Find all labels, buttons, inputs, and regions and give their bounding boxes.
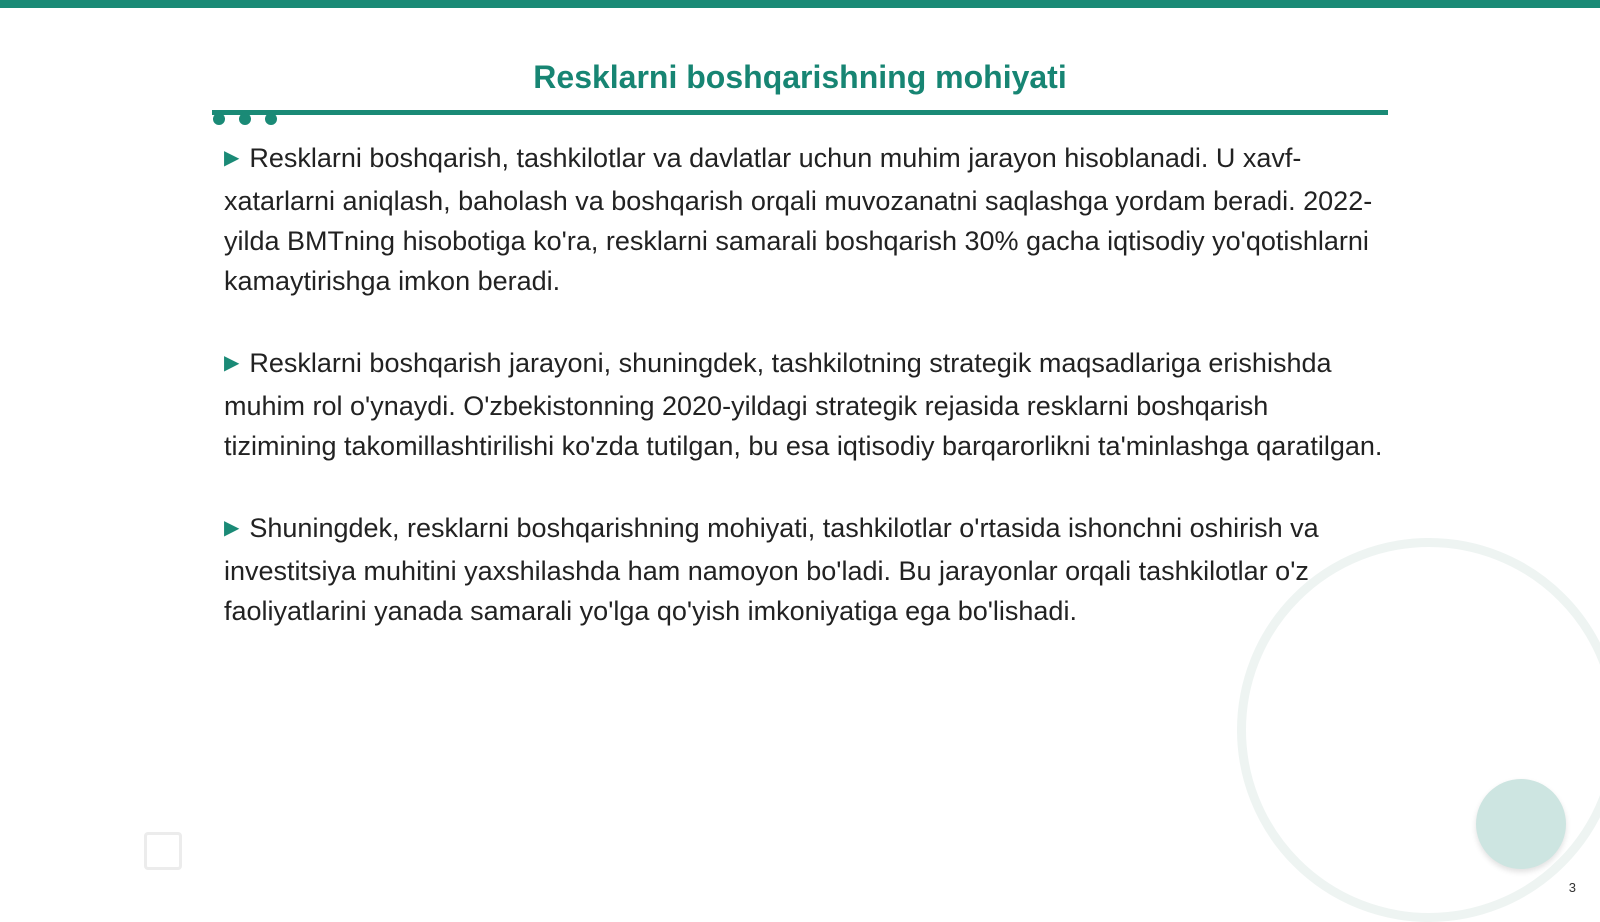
bullet-text: Resklarni boshqarish jarayoni, shuningdek, tashkilotning strategik maqsadlariga erishishda muhim rol o'ynaydi. O'zbekistonning 2020-yildagi strategik rejasida resklarni boshqarish tizimining takomillashtirilishi ko'zda tutilgan, bu esa iqtisodiy barqarorlikni ta'minlashga qaratilgan. [224,348,1383,461]
decorative-square [144,832,182,870]
bullet-arrow-icon: ▶ [224,352,240,374]
bullet-arrow-icon: ▶ [224,147,240,169]
title-underline [212,110,1388,115]
top-accent-bar [0,0,1600,8]
bullet-text: Shuningdek, resklarni boshqarishning mohiyati, tashkilotlar o'rtasida ishonchni oshirish va investitsiya muhitini yaxshilashda ham namoyon bo'ladi. Bu jarayonlar orqali tashkilotlar o'z faoliyatlarini yanada samarali yo'lga qo'yish imkoniyatiga ega bo'lishadi. [224,513,1319,626]
underline-dot [239,113,251,125]
bullet-paragraph [224,508,1384,631]
bullet-arrow-icon: ▶ [224,517,240,539]
bullet-paragraph [224,138,1384,301]
decorative-circle [1476,779,1566,869]
bullet-text: Resklarni boshqarish, tashkilotlar va davlatlar uchun muhim jarayon hisoblanadi. U xavf-xatarlarni aniqlash, baholash va boshqarish orqali muvozanatni saqlashga yordam beradi. 2022-yilda BMTning hisobotiga ko'ra, resklarni samarali boshqarish 30% gacha iqtisodiy yo'qotishlarni kamaytirishga imkon beradi. [224,143,1373,296]
slide-title: Resklarni boshqarishning mohiyati [533,59,1067,95]
bullet-paragraph [224,343,1384,466]
underline-dot [213,113,225,125]
page-number: 3 [1568,880,1576,895]
underline-dot [265,113,277,125]
slide-body [224,138,1384,673]
